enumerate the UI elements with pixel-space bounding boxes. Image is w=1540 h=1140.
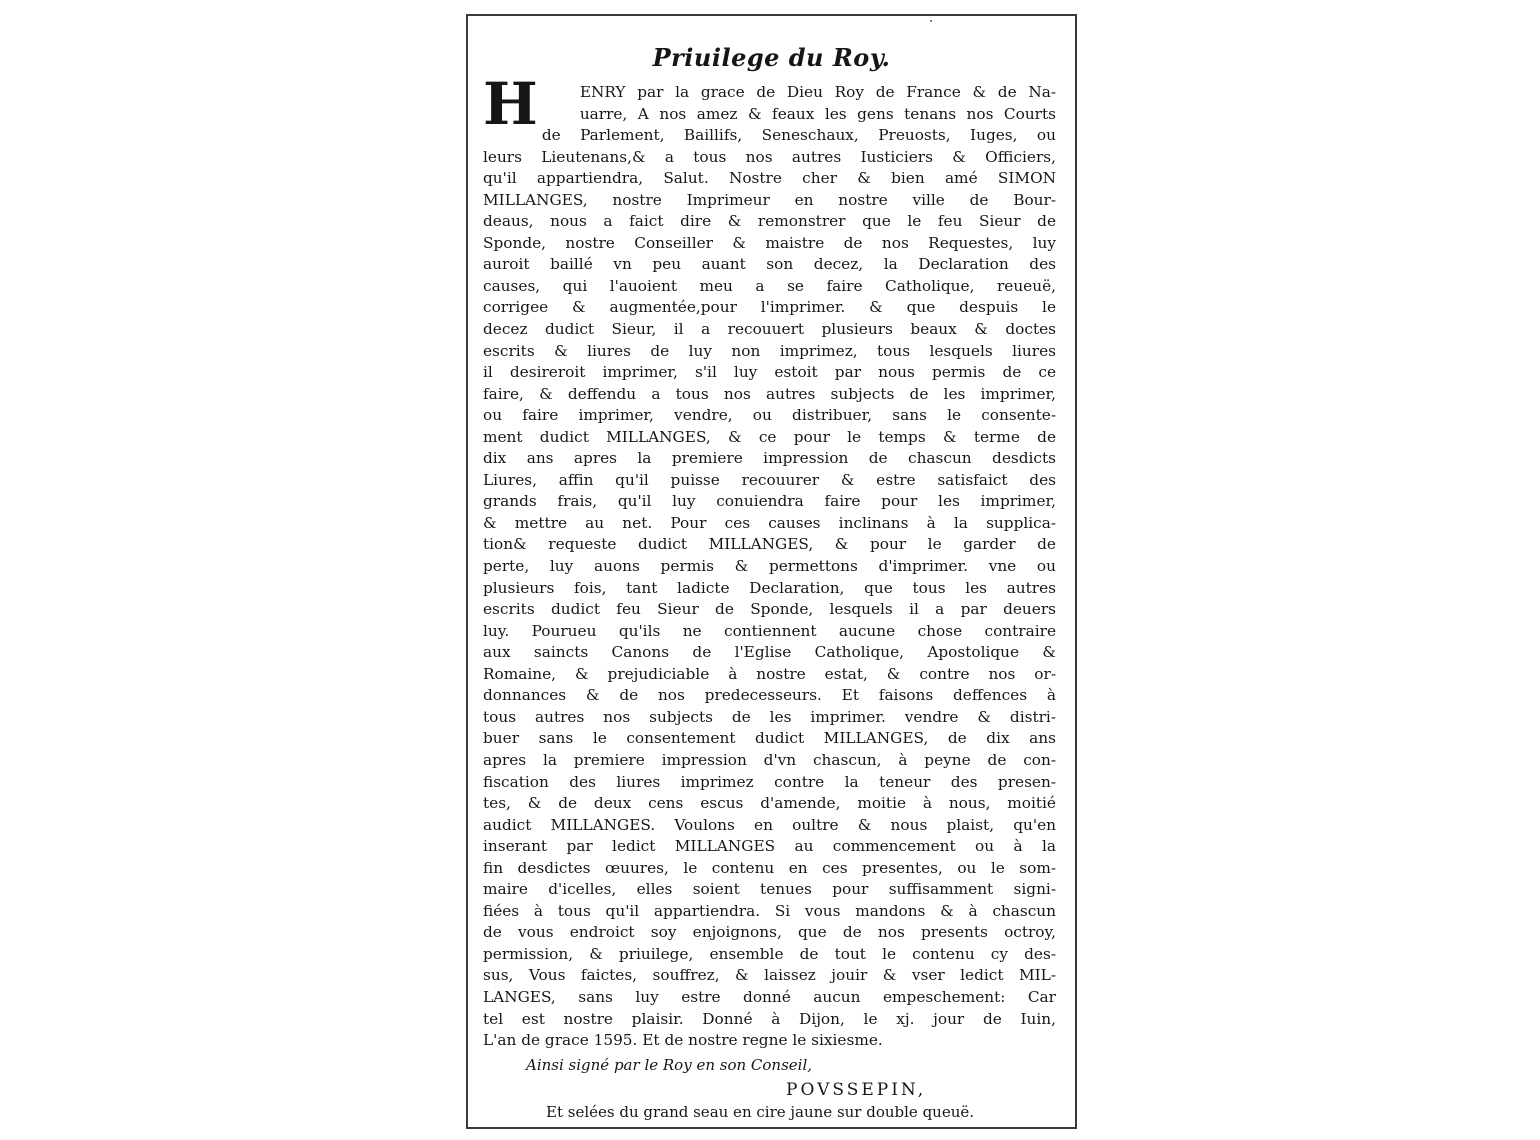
text-line: de Parlement, Baillifs, Seneschaux, Preuosts, Iuges, ou (541, 126, 1056, 145)
document-page (466, 14, 1077, 1129)
text-line: escrits dudict feu Sieur de Sponde, lesquels il a par deuers (483, 600, 1056, 619)
text-line-1: ENRY par la grace de Dieu Roy de France & de Na- (579, 83, 1056, 101)
text-line: auroit baillé vn peu auant son decez, la Declaration des (483, 255, 1056, 274)
signature-attestation: Ainsi signé par le Roy en son Conseil, (526, 1056, 813, 1074)
text-line: corrigee & augmentée,pour l'imprimer. & que despuis le (483, 298, 1056, 317)
seal-note: Et selées du grand seau en cire jaune sur double queuë. (546, 1103, 975, 1121)
text-line: fiées à tous qu'il appartiendra. Si vous mandons & à chascun (483, 901, 1056, 920)
privilege-text (483, 70, 1056, 1052)
text-line: MILLANGES, nostre Imprimeur en nostre ville de Bour- (483, 190, 1056, 209)
text-line-last: L'an de grace 1595. Et de nostre regne le sixiesme. (483, 1031, 883, 1050)
text-line: fiscation des liures imprimez contre la teneur des presen- (483, 772, 1056, 791)
text-line: Sponde, nostre Conseiller & maistre de nos Requestes, luy (483, 233, 1056, 252)
text-line: tel est nostre plaisir. Donné à Dijon, le xj. jour de Iuin, (483, 1009, 1056, 1028)
text-line: dix ans apres la premiere impression de chascun desdicts (483, 449, 1056, 468)
text-line: LANGES, sans luy estre donné aucun empeschement: Car (483, 987, 1056, 1006)
text-line: il desireroit imprimer, s'il luy estoit par nous permis de ce (483, 363, 1056, 382)
text-line: tes, & de deux cens escus d'amende, moitie à nous, moitié (483, 794, 1056, 813)
text-line: leurs Lieutenans,& a tous nos autres Iusticiers & Officiers, (483, 147, 1056, 166)
text-line: audict MILLANGES. Voulons en oultre & nous plaist, qu'en (483, 815, 1056, 834)
text-line: grands frais, qu'il luy conuiendra faire pour les imprimer, (483, 492, 1056, 511)
text-line: de vous endroict soy enjoignons, que de nos presents octroy, (483, 923, 1056, 942)
text-line: deaus, nous a faict dire & remonstrer que le feu Sieur de (483, 212, 1056, 231)
text-line: permission, & priuilege, ensemble de tout le contenu cy des- (483, 944, 1056, 963)
text-line: perte, luy auons permis & permettons d'imprimer. vne ou (483, 557, 1056, 576)
text-line: buer sans le consentement dudict MILLANGES, de dix ans (483, 729, 1056, 748)
text-line: Romaine, & prejudiciable à nostre estat, & contre nos or- (483, 664, 1056, 683)
drop-cap-letter: H (483, 70, 538, 138)
text-line: sus, Vous faictes, souffrez, & laissez jouir & vser ledict MIL- (483, 966, 1056, 985)
text-line: luy. Pourueu qu'ils ne contiennent aucune chose contraire (483, 621, 1056, 640)
text-line: ou faire imprimer, vendre, ou distribuer, sans le consente- (483, 406, 1056, 425)
text-line: faire, & deffendu a tous nos autres subjects de les imprimer, (483, 384, 1056, 403)
text-line-2: uarre, A nos amez & feaux les gens tenans nos Courts (579, 104, 1056, 123)
text-line: Liures, affin qu'il puisse recouurer & estre satisfaict des (483, 470, 1056, 489)
text-lines (483, 125, 1056, 1030)
text-line: maire d'icelles, elles soient tenues pour suffisamment signi- (483, 880, 1056, 899)
text-line: plusieurs fois, tant ladicte Declaration, que tous les autres (483, 578, 1056, 597)
document-title: Priuilege du Roy. (652, 43, 891, 72)
text-line: ment dudict MILLANGES, & ce pour le temps & terme de (483, 427, 1056, 446)
text-line: causes, qui l'auoient meu a se faire Catholique, reueuë, (483, 276, 1056, 295)
signatory-name: POVSSEPIN, (786, 1080, 927, 1100)
text-line: tous autres nos subjects de les imprimer. vendre & distri- (483, 707, 1056, 726)
text-line: qu'il appartiendra, Salut. Nostre cher & bien amé SIMON (483, 169, 1056, 188)
text-line: inserant par ledict MILLANGES au commencement ou à la (483, 837, 1056, 856)
text-line: apres la premiere impression d'vn chascun, à peyne de con- (483, 750, 1056, 769)
text-line: tion& requeste dudict MILLANGES, & pour le garder de (483, 535, 1056, 554)
text-line: aux saincts Canons de l'Eglise Catholique, Apostolique & (483, 643, 1056, 662)
text-line: escrits & liures de luy non imprimez, tous lesquels liures (483, 341, 1056, 360)
text-line: & mettre au net. Pour ces causes inclinans à la supplica- (483, 513, 1056, 532)
text-line: decez dudict Sieur, il a recouuert plusieurs beaux & doctes (483, 320, 1056, 339)
text-line: fin desdictes œuures, le contenu en ces presentes, ou le som- (483, 858, 1056, 877)
text-line: donnances & de nos predecesseurs. Et faisons deffences à (483, 686, 1056, 705)
scan-speck (930, 20, 932, 22)
